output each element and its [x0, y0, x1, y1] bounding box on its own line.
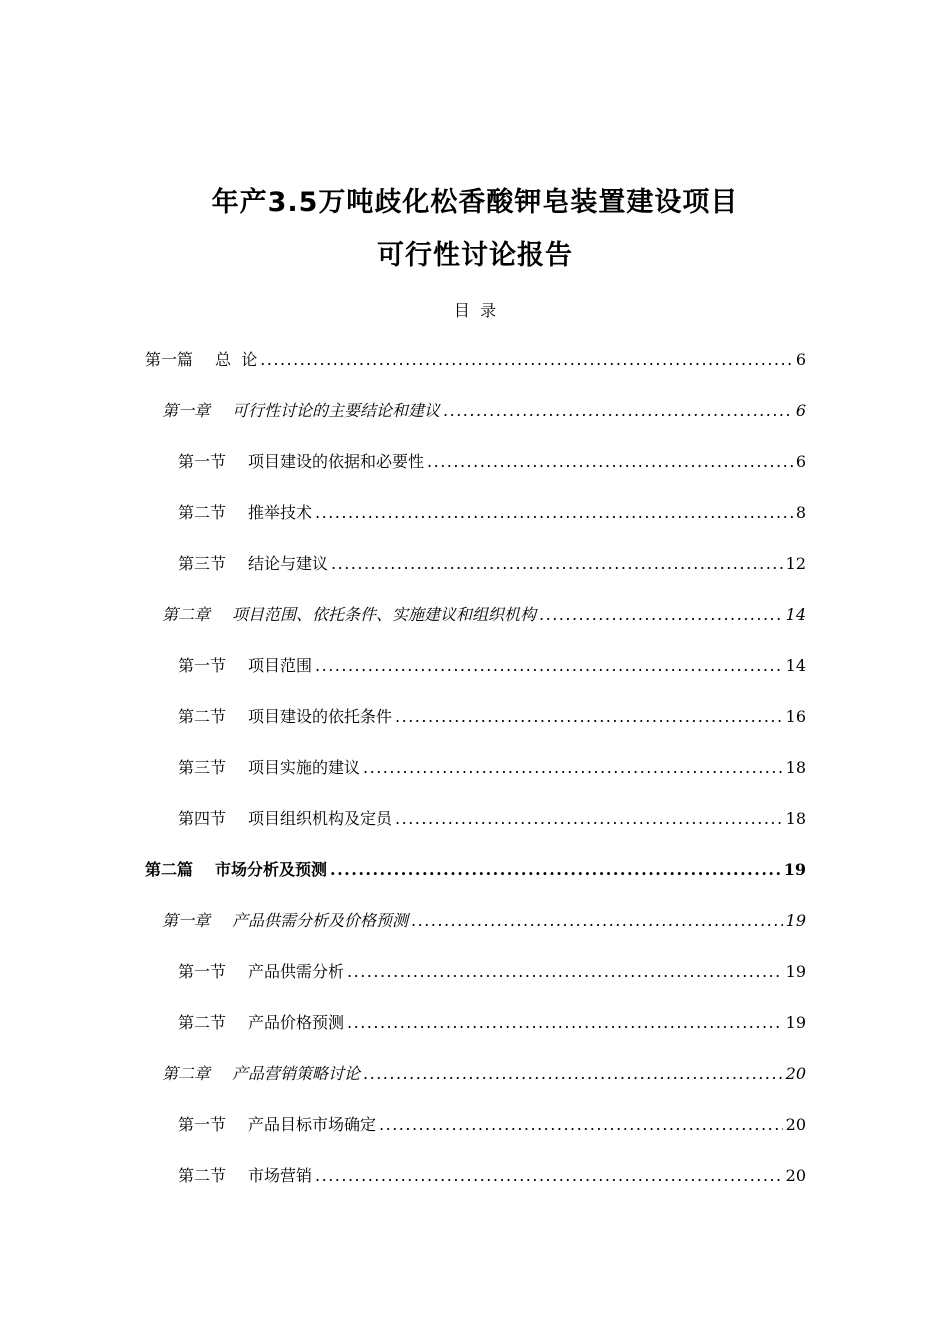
toc-entry[interactable] [162, 600, 806, 630]
toc-entry-number: 第三节 [178, 758, 227, 777]
toc-entry-title: 项目建设的依托条件 [248, 707, 393, 726]
toc-entry-number: 第二篇 [145, 860, 194, 879]
toc-dot-leader [260, 345, 793, 375]
toc-dot-leader [331, 549, 783, 579]
toc-entry-title: 市场分析及预测 [215, 860, 328, 879]
toc-entry-number: 第一节 [178, 656, 227, 675]
toc-dot-leader [539, 600, 783, 630]
toc-dot-leader [427, 447, 793, 477]
toc-entry[interactable] [178, 498, 806, 528]
document-title-line-1: 年产3.5万吨歧化松香酸钾皂装置建设项目 [211, 187, 739, 218]
toc-dot-leader [347, 1008, 783, 1038]
toc-dot-leader [395, 804, 783, 834]
toc-entry-title: 产品供需分析及价格预测 [232, 911, 409, 930]
toc-entry[interactable] [178, 1110, 806, 1140]
toc-entry-page-number: 19 [785, 1013, 806, 1032]
toc-entry-page-number: 6 [795, 401, 806, 420]
toc-entry-page-number: 19 [783, 860, 806, 879]
toc-entry-number: 第一节 [178, 962, 227, 981]
toc-entry-page-number: 19 [785, 911, 806, 930]
toc-entry-title: 产品价格预测 [248, 1013, 345, 1032]
toc-entry-page-number: 18 [785, 758, 806, 777]
toc-entry-page-number: 6 [795, 350, 806, 369]
toc-heading-text: 目 录 [453, 301, 497, 320]
toc-entry[interactable] [162, 906, 806, 936]
toc-entry[interactable] [178, 702, 806, 732]
toc-entry-page-number: 8 [795, 503, 806, 522]
toc-entry[interactable] [162, 396, 806, 426]
toc-entry-title: 项目建设的依据和必要性 [248, 452, 425, 471]
toc-dot-leader [347, 957, 783, 987]
toc-entry-number: 第二章 [162, 605, 211, 624]
toc-entry-title: 可行性讨论的主要结论和建议 [232, 401, 441, 420]
toc-entry-page-number: 14 [785, 656, 806, 675]
toc-entry-page-number: 20 [785, 1064, 806, 1083]
toc-entry-title: 项目实施的建议 [248, 758, 361, 777]
toc-dot-leader [330, 855, 781, 885]
toc-entry-page-number: 6 [795, 452, 806, 471]
toc-entry[interactable] [178, 549, 806, 579]
toc-entry[interactable] [178, 1008, 806, 1038]
toc-heading [0, 300, 950, 322]
toc-entry[interactable] [145, 345, 806, 375]
toc-dot-leader [315, 498, 793, 528]
toc-entry-title: 产品营销策略讨论 [232, 1064, 361, 1083]
toc-entry[interactable] [145, 855, 806, 885]
toc-entry-number: 第二节 [178, 707, 227, 726]
toc-entry[interactable] [178, 651, 806, 681]
toc-entry-number: 第一篇 [145, 350, 194, 369]
toc-entry-number: 第二节 [178, 503, 227, 522]
toc-entry[interactable] [178, 804, 806, 834]
toc-entry-number: 第一章 [162, 911, 211, 930]
toc-entry-page-number: 20 [785, 1166, 806, 1185]
toc-entry-number: 第一章 [162, 401, 211, 420]
document-title-line-2: 可行性讨论报告 [377, 240, 573, 271]
toc-entry-title: 市场营销 [248, 1166, 313, 1185]
toc-entry[interactable] [178, 957, 806, 987]
toc-entry-title: 产品供需分析 [248, 962, 345, 981]
toc-entry-number: 第一节 [178, 1115, 227, 1134]
toc-entry-title: 结论与建议 [248, 554, 329, 573]
toc-entry-number: 第二章 [162, 1064, 211, 1083]
toc-entry[interactable] [178, 753, 806, 783]
toc-entry-number: 第二节 [178, 1013, 227, 1032]
toc-entry-page-number: 12 [785, 554, 806, 573]
toc-dot-leader [443, 396, 793, 426]
toc-entry[interactable] [178, 1161, 806, 1191]
toc-dot-leader [315, 1161, 783, 1191]
toc-dot-leader [363, 1059, 783, 1089]
toc-entry-number: 第二节 [178, 1166, 227, 1185]
toc-entry-title: 项目范围、依托条件、实施建议和组织机构 [232, 605, 537, 624]
toc-entry[interactable] [162, 1059, 806, 1089]
toc-entry-page-number: 19 [785, 962, 806, 981]
toc-dot-leader [395, 702, 783, 732]
toc-dot-leader [363, 753, 783, 783]
toc-entry-title: 产品目标市场确定 [248, 1115, 377, 1134]
toc-entry-title: 项目组织机构及定员 [248, 809, 393, 828]
toc-entry-number: 第四节 [178, 809, 227, 828]
toc-entry-page-number: 18 [785, 809, 806, 828]
toc-entry-title: 推举技术 [248, 503, 313, 522]
toc-entry-page-number: 14 [785, 605, 806, 624]
toc-entry-page-number: 20 [785, 1115, 806, 1134]
toc-dot-leader [411, 906, 783, 936]
toc-entry-number: 第一节 [178, 452, 227, 471]
toc-entry[interactable] [178, 447, 806, 477]
toc-dot-leader [379, 1110, 783, 1140]
toc-dot-leader [315, 651, 783, 681]
toc-entry-page-number: 16 [785, 707, 806, 726]
toc-entry-title: 项目范围 [248, 656, 313, 675]
toc-entry-title: 总 论 [215, 350, 258, 369]
toc-entry-number: 第三节 [178, 554, 227, 573]
